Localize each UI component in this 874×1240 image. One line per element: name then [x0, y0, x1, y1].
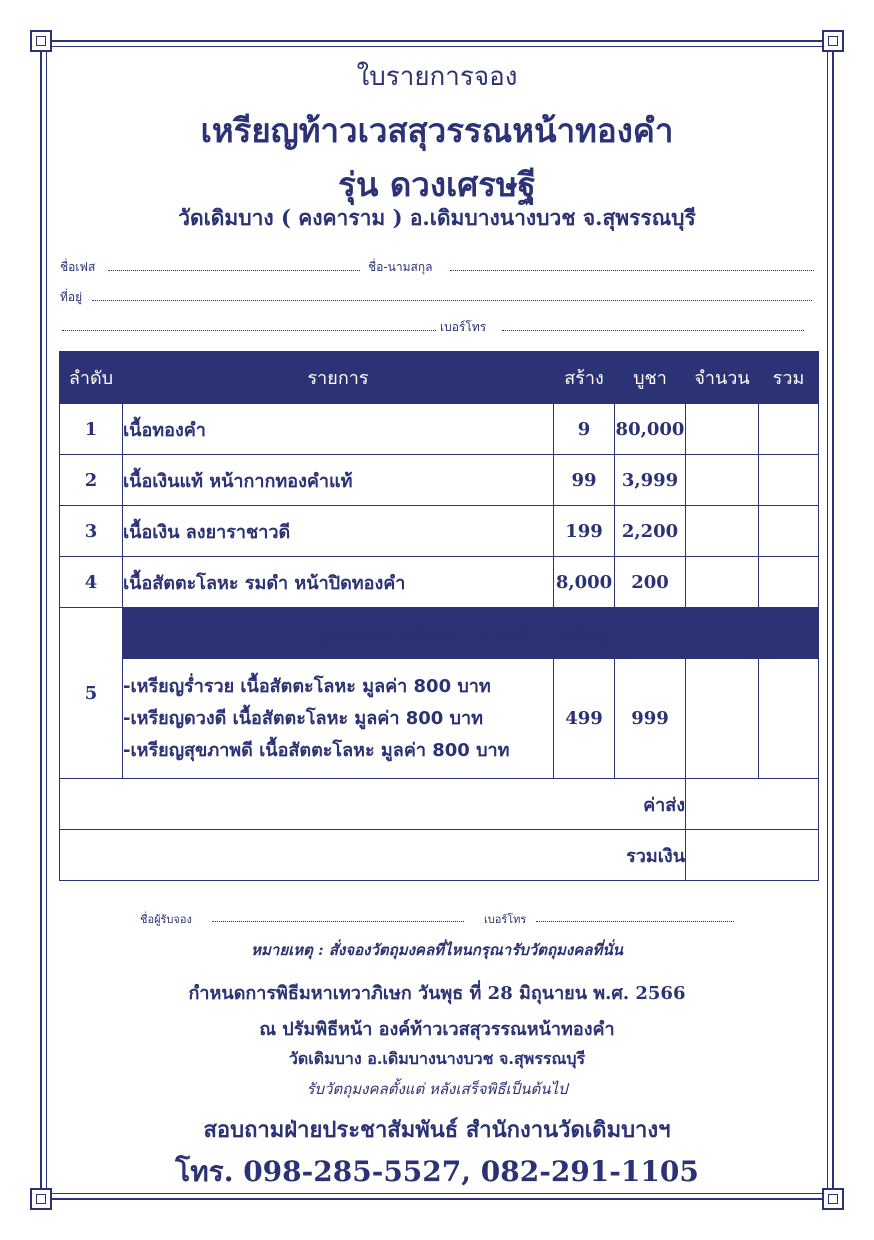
contact-office: สอบถามฝ่ายประชาสัมพันธ์ สำนักงานวัดเดิมบางฯ: [203, 1117, 671, 1143]
phone-label: เบอร์โทร: [440, 320, 487, 334]
shipping-row: [60, 779, 819, 830]
fullname-label: ชื่อ-นามสกุล: [368, 260, 433, 274]
row-item: เนื้อเงินแท้ หน้ากากทองคำแท้: [123, 455, 554, 506]
row-price: 3,999: [615, 455, 686, 506]
row-item: เนื้อเงิน ลงยาราชาวดี: [123, 506, 554, 557]
facebook-label: ชื่อเฟส: [60, 260, 96, 274]
row-quantity-cell[interactable]: [686, 506, 759, 557]
row-made: 9: [554, 404, 615, 455]
corner-ornament-icon: [822, 30, 844, 52]
row-price: 80,000: [615, 404, 686, 455]
table-row: [60, 455, 819, 506]
ceremony-date: กำหนดการพิธีมหาเทวาภิเษก วันพุธ ที่ 28 มิถุนายน พ.ศ. 2566: [188, 983, 686, 1004]
receiver-label: ชื่อผู้รับจอง: [140, 913, 192, 926]
row-made: 199: [554, 506, 615, 557]
header-total: รวม: [759, 352, 819, 404]
row-price: 2,200: [615, 506, 686, 557]
address-field[interactable]: [92, 300, 812, 301]
row-no: 1: [60, 404, 123, 455]
series-title: รุ่น ดวงเศรษฐี: [338, 165, 536, 204]
header-made: สร้าง: [554, 352, 615, 404]
special-item: -เหรียญสุขภาพดี เนื้อสัตตะโลหะ มูลค่า 800 บาท: [123, 739, 510, 761]
special-header-row: [60, 608, 819, 659]
row-item: เนื้อทองคำ: [123, 404, 554, 455]
row-total-cell[interactable]: [759, 455, 819, 506]
header-item: รายการ: [123, 352, 554, 404]
order-table: [59, 351, 819, 881]
special-price: 999: [615, 659, 686, 779]
row-no: 2: [60, 455, 123, 506]
special-total-cell[interactable]: [759, 659, 819, 779]
special-item: -เหรียญดวงดี เนื้อสัตตะโลหะ มูลค่า 800 บาท: [123, 707, 483, 729]
header-quantity: จำนวน: [686, 352, 759, 404]
header-no: ลำดับ: [60, 352, 123, 404]
contact-phone: โทร. 098-285-5527, 082-291-1105: [175, 1155, 699, 1188]
corner-ornament-icon: [30, 30, 52, 52]
fullname-field[interactable]: [450, 270, 814, 271]
receiver-phone-field[interactable]: [536, 921, 734, 922]
special-made: 499: [554, 659, 615, 779]
ceremony-address: วัดเดิมบาง อ.เดิมบางนางบวช จ.สุพรรณบุรี: [288, 1049, 586, 1068]
row-made: 8,000: [554, 557, 615, 608]
special-quantity-cell[interactable]: [686, 659, 759, 779]
form-title: ใบรายการจอง: [356, 62, 518, 92]
shipping-cell[interactable]: [686, 779, 819, 830]
ceremony-place: ณ ปรัมพิธีหน้า องค์ท้าวเวสสุวรรณหน้าทองคำ: [259, 1019, 615, 1040]
address-field-line2[interactable]: [62, 330, 436, 331]
grand-total-label: รวมเงิน: [60, 830, 686, 881]
table-row: [60, 404, 819, 455]
grand-total-row: [60, 830, 819, 881]
receiver-phone-label: เบอร์โทร: [484, 913, 527, 926]
note-text: หมายเหตุ : สั่งจองวัตถุมงคลที่ไหนกรุณารับวัตถุมงคลที่นั่น: [251, 941, 623, 959]
special-items-row: [60, 659, 819, 779]
grand-total-cell[interactable]: [686, 830, 819, 881]
row-total-cell[interactable]: [759, 506, 819, 557]
row-item: เนื้อสัตตะโลหะ รมดำ หน้าปิดทองคำ: [123, 557, 554, 608]
address-label: ที่อยู่: [60, 290, 83, 304]
table-row: [60, 557, 819, 608]
special-items: [123, 659, 554, 779]
row-made: 99: [554, 455, 615, 506]
table-row: [60, 506, 819, 557]
row-quantity-cell[interactable]: [686, 404, 759, 455]
facebook-field[interactable]: [108, 270, 360, 271]
medal-title: เหรียญท้าวเวสสุวรรณหน้าทองคำ: [200, 111, 674, 150]
row-no: 4: [60, 557, 123, 608]
table-header-row: [60, 352, 819, 404]
row-total-cell[interactable]: [759, 404, 819, 455]
header-price: บูชา: [615, 352, 686, 404]
row-quantity-cell[interactable]: [686, 455, 759, 506]
temple-address: วัดเดิมบาง ( คงคาราม ) อ.เดิมบางนางบวช จ.สุพรรณบุรี: [178, 205, 696, 230]
row-no: 3: [60, 506, 123, 557]
row-price: 200: [615, 557, 686, 608]
special-no: 5: [60, 608, 123, 779]
special-item: -เหรียญร่ำรวย เนื้อสัตตะโลหะ มูลค่า 800 บาท: [123, 675, 491, 697]
shipping-label: ค่าส่ง: [60, 779, 686, 830]
phone-field[interactable]: [502, 330, 804, 331]
receiver-field[interactable]: [212, 921, 464, 922]
row-quantity-cell[interactable]: [686, 557, 759, 608]
pickup-note: รับวัตถุมงคลตั้งแต่ หลังเสร็จพิธีเป็นต้นไป: [306, 1080, 568, 1098]
special-title: ชุดกรรมการพิเศษ ( 1 ชุดมี 3 เหรียญ ): [123, 608, 819, 659]
row-total-cell[interactable]: [759, 557, 819, 608]
